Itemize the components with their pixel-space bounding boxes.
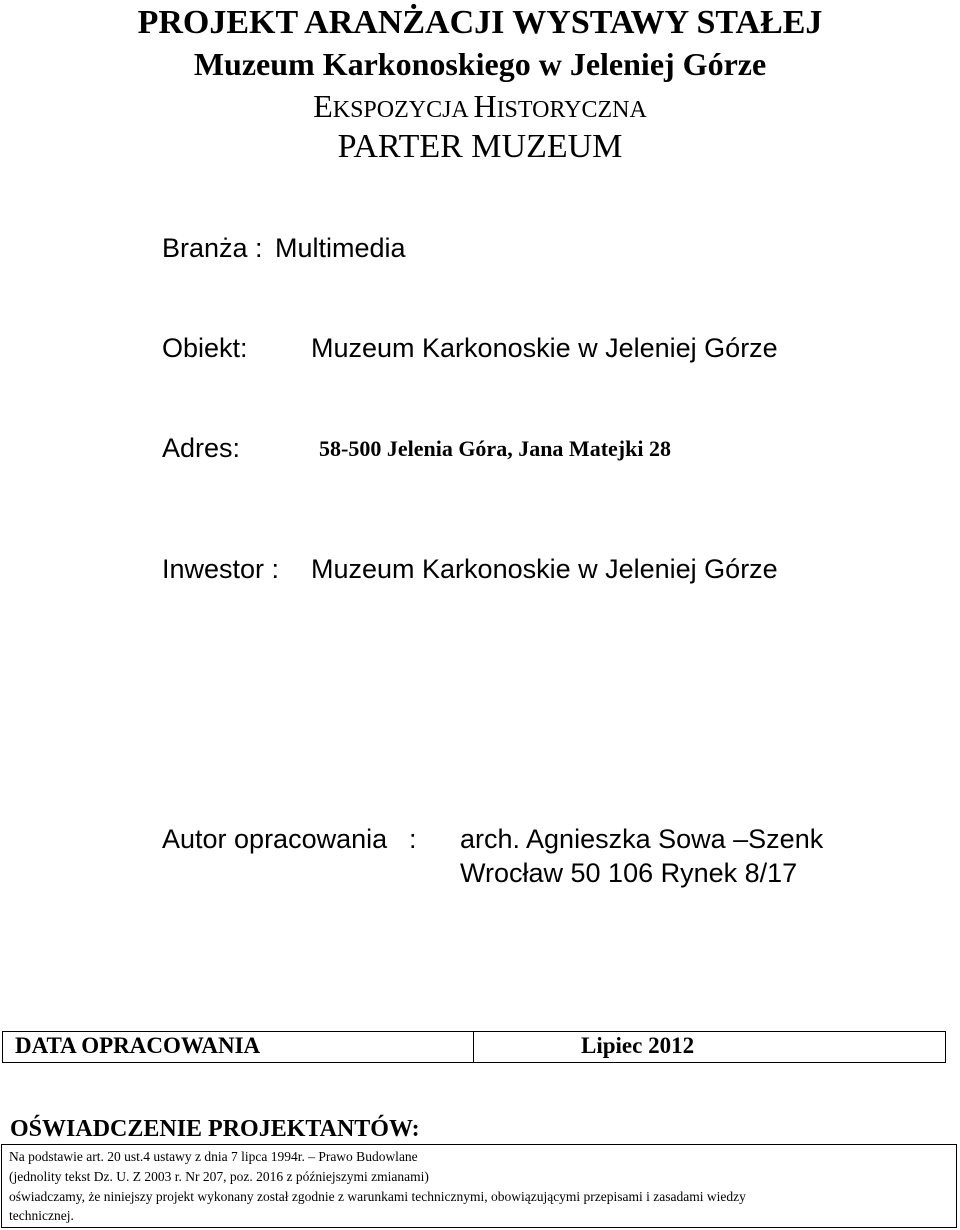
autor-label: Autor opracowania bbox=[162, 824, 388, 854]
autor-name: arch. Agnieszka Sowa –Szenk bbox=[460, 824, 824, 854]
exposition-name bbox=[0, 88, 960, 125]
date-label: DATA OPRACOWANIA bbox=[15, 1033, 261, 1058]
inwestor-value: Muzeum Karkonoskie w Jeleniej Górze bbox=[311, 554, 778, 584]
date-value: Lipiec 2012 bbox=[581, 1033, 695, 1058]
exposition-cap-e: E bbox=[313, 88, 333, 124]
museum-name: Muzeum Karkonoskiego w Jeleniej Górze bbox=[193, 46, 767, 82]
autor-colon: : bbox=[409, 824, 417, 854]
exposition-rest-2: ISTORYCZNA bbox=[496, 97, 647, 123]
date-box-divider bbox=[473, 1032, 474, 1062]
adres-label: Adres: bbox=[162, 433, 241, 463]
inwestor-label: Inwestor : bbox=[162, 554, 280, 584]
floor-name: PARTER MUZEUM bbox=[337, 128, 623, 165]
adres-value: 58-500 Jelenia Góra, Jana Matejki 28 bbox=[319, 436, 671, 461]
exposition-cap-h: H bbox=[473, 88, 497, 124]
statement-heading: OŚWIADCZENIE PROJEKTANTÓW: bbox=[10, 1116, 420, 1142]
statement-line-2: (jednolity tekst Dz. U. Z 2003 r. Nr 207, poz. 2016 z późniejszymi zmianami) bbox=[9, 1169, 429, 1184]
branza-value: Multimedia bbox=[275, 233, 406, 263]
branza-label: Branża : bbox=[162, 233, 263, 263]
statement-line-1: Na podstawie art. 20 ust.4 ustawy z dnia 7 lipca 1994r. – Prawo Budowlane bbox=[9, 1149, 418, 1164]
project-title: PROJEKT ARANŻACJI WYSTAWY STAŁEJ bbox=[137, 4, 823, 41]
autor-address: Wrocław 50 106 Rynek 8/17 bbox=[460, 858, 798, 888]
exposition-rest-1: KSPOZYCJA bbox=[332, 97, 474, 123]
date-box bbox=[2, 1031, 946, 1063]
obiekt-label: Obiekt: bbox=[162, 333, 248, 363]
obiekt-value: Muzeum Karkonoskie w Jeleniej Górze bbox=[311, 333, 778, 363]
statement-box bbox=[1, 1144, 957, 1228]
statement-line-3: oświadczamy, że niniejszy projekt wykonany został zgodnie z warunkami technicznymi, obowiązującymi przepisami i zasadami wiedzy bbox=[9, 1189, 746, 1204]
statement-line-4: technicznej. bbox=[9, 1208, 74, 1223]
